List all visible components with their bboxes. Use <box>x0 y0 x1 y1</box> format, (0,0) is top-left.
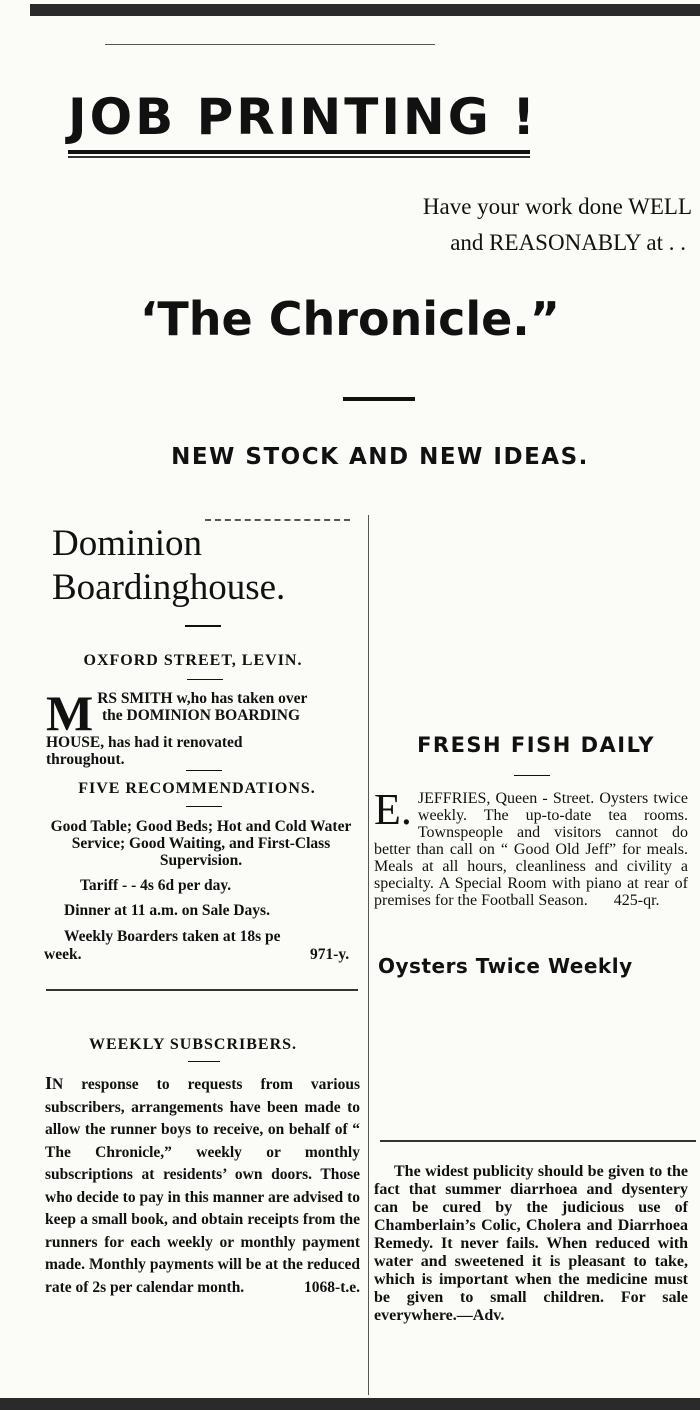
address-heading: OXFORD STREET, LEVIN. <box>83 652 303 669</box>
fresh-fish-text <box>374 785 688 909</box>
drop-cap: M <box>46 685 94 741</box>
short-rule <box>187 679 223 680</box>
fresh-fish-reference: 425-qr. <box>613 892 660 909</box>
intro-line: throughout. <box>46 751 125 768</box>
oysters-heading: Oysters Twice Weekly <box>378 954 633 978</box>
short-rule <box>186 770 222 771</box>
section-divider <box>380 1140 696 1142</box>
title-rule <box>68 150 530 154</box>
dinner-line: Dinner at 11 a.m. on Sale Days. <box>64 902 270 919</box>
weekly-boarders-line: Weekly Boarders taken at 18s pe <box>64 928 281 945</box>
bottom-border <box>0 1398 700 1410</box>
short-rule <box>514 775 550 776</box>
subscribers-text <box>45 1072 360 1299</box>
publicity-text <box>374 1163 688 1325</box>
ad-reference: 971-y. <box>310 946 350 963</box>
subscribers-reference: 1068-t.e. <box>304 1278 360 1296</box>
boardinghouse-title-line-2: Boardinghouse. <box>52 567 286 608</box>
fresh-fish-body: JEFFRIES, Queen - Street. Oysters twice weekly. The up-to-date tea rooms. Townspeople and visitors cannot do better than call on “ Good Old Jeff” for meals. Meals at all hours, cleanliness and civility a specialty. A Special Room with piano at rear of premises for the Football Season. <box>374 790 688 909</box>
publicity-body: The widest publicity should be given to the fact that summer diarrhoea and dysentery can be cured by the judicious use of Chamberlain’s Colic, Cholera and Diarrhoea Remedy. It never fails. When reduced with water and sweetened it is pleasant to take, which is important when the medicine must be given to small children. For sale everywhere.—Adv. <box>374 1163 688 1324</box>
drop-cap: E. <box>374 785 412 834</box>
subscribers-body: N response to requests from various subscribers, arrangements have been made to allow the runner boys to receive, on behalf of “ The Chronicle,” weekly or monthly subscriptions at residents’ own doors. Those who decide to pay in this manner are advised to keep a small book, and obtain receipts from the runners for each weekly or monthly payment made. Monthly payments will be at the reduced rate of 2s per calendar month. <box>45 1076 360 1296</box>
subscribers-heading: WEEKLY SUBSCRIBERS. <box>88 1036 298 1053</box>
new-stock-line: NEW STOCK AND NEW IDEAS. <box>171 444 589 470</box>
job-printing-title: JOB PRINTING ! <box>68 88 539 146</box>
recommendations-text: Good Table; Good Beds; Hot and Cold Water Service; Good Waiting, and First-Class Supervision. <box>50 818 352 869</box>
chronicle-rule <box>343 397 415 401</box>
divider <box>105 44 435 45</box>
job-line-1: Have your work done WELL <box>422 194 692 219</box>
top-border <box>30 4 700 16</box>
subscribers-initial: I <box>45 1073 53 1093</box>
title-rule <box>68 156 530 158</box>
column-divider <box>368 515 369 1395</box>
intro-line: HOUSE, has had it renovated <box>46 734 243 751</box>
section-divider <box>46 989 358 991</box>
intro-paragraph <box>46 685 362 768</box>
intro-line: the DOMINION BOARDING <box>102 707 301 724</box>
job-line-2: and REASONABLY at . . <box>450 230 686 255</box>
short-rule <box>186 806 222 807</box>
short-rule <box>188 1061 220 1062</box>
chronicle-title: ‘The Chronicle.” <box>139 292 561 346</box>
dashed-divider <box>205 519 350 521</box>
boardinghouse-title-line-1: Dominion <box>52 523 203 564</box>
short-rule <box>185 625 221 627</box>
week-line: week. <box>44 946 82 963</box>
recommendations-heading: FIVE RECOMMENDATIONS. <box>78 780 316 797</box>
tariff-line: Tariff - - 4s 6d per day. <box>80 877 232 894</box>
intro-line: RS SMITH w,ho has taken over <box>97 690 308 707</box>
fresh-fish-heading: FRESH FISH DAILY <box>417 733 655 757</box>
boardinghouse-title <box>52 522 362 610</box>
